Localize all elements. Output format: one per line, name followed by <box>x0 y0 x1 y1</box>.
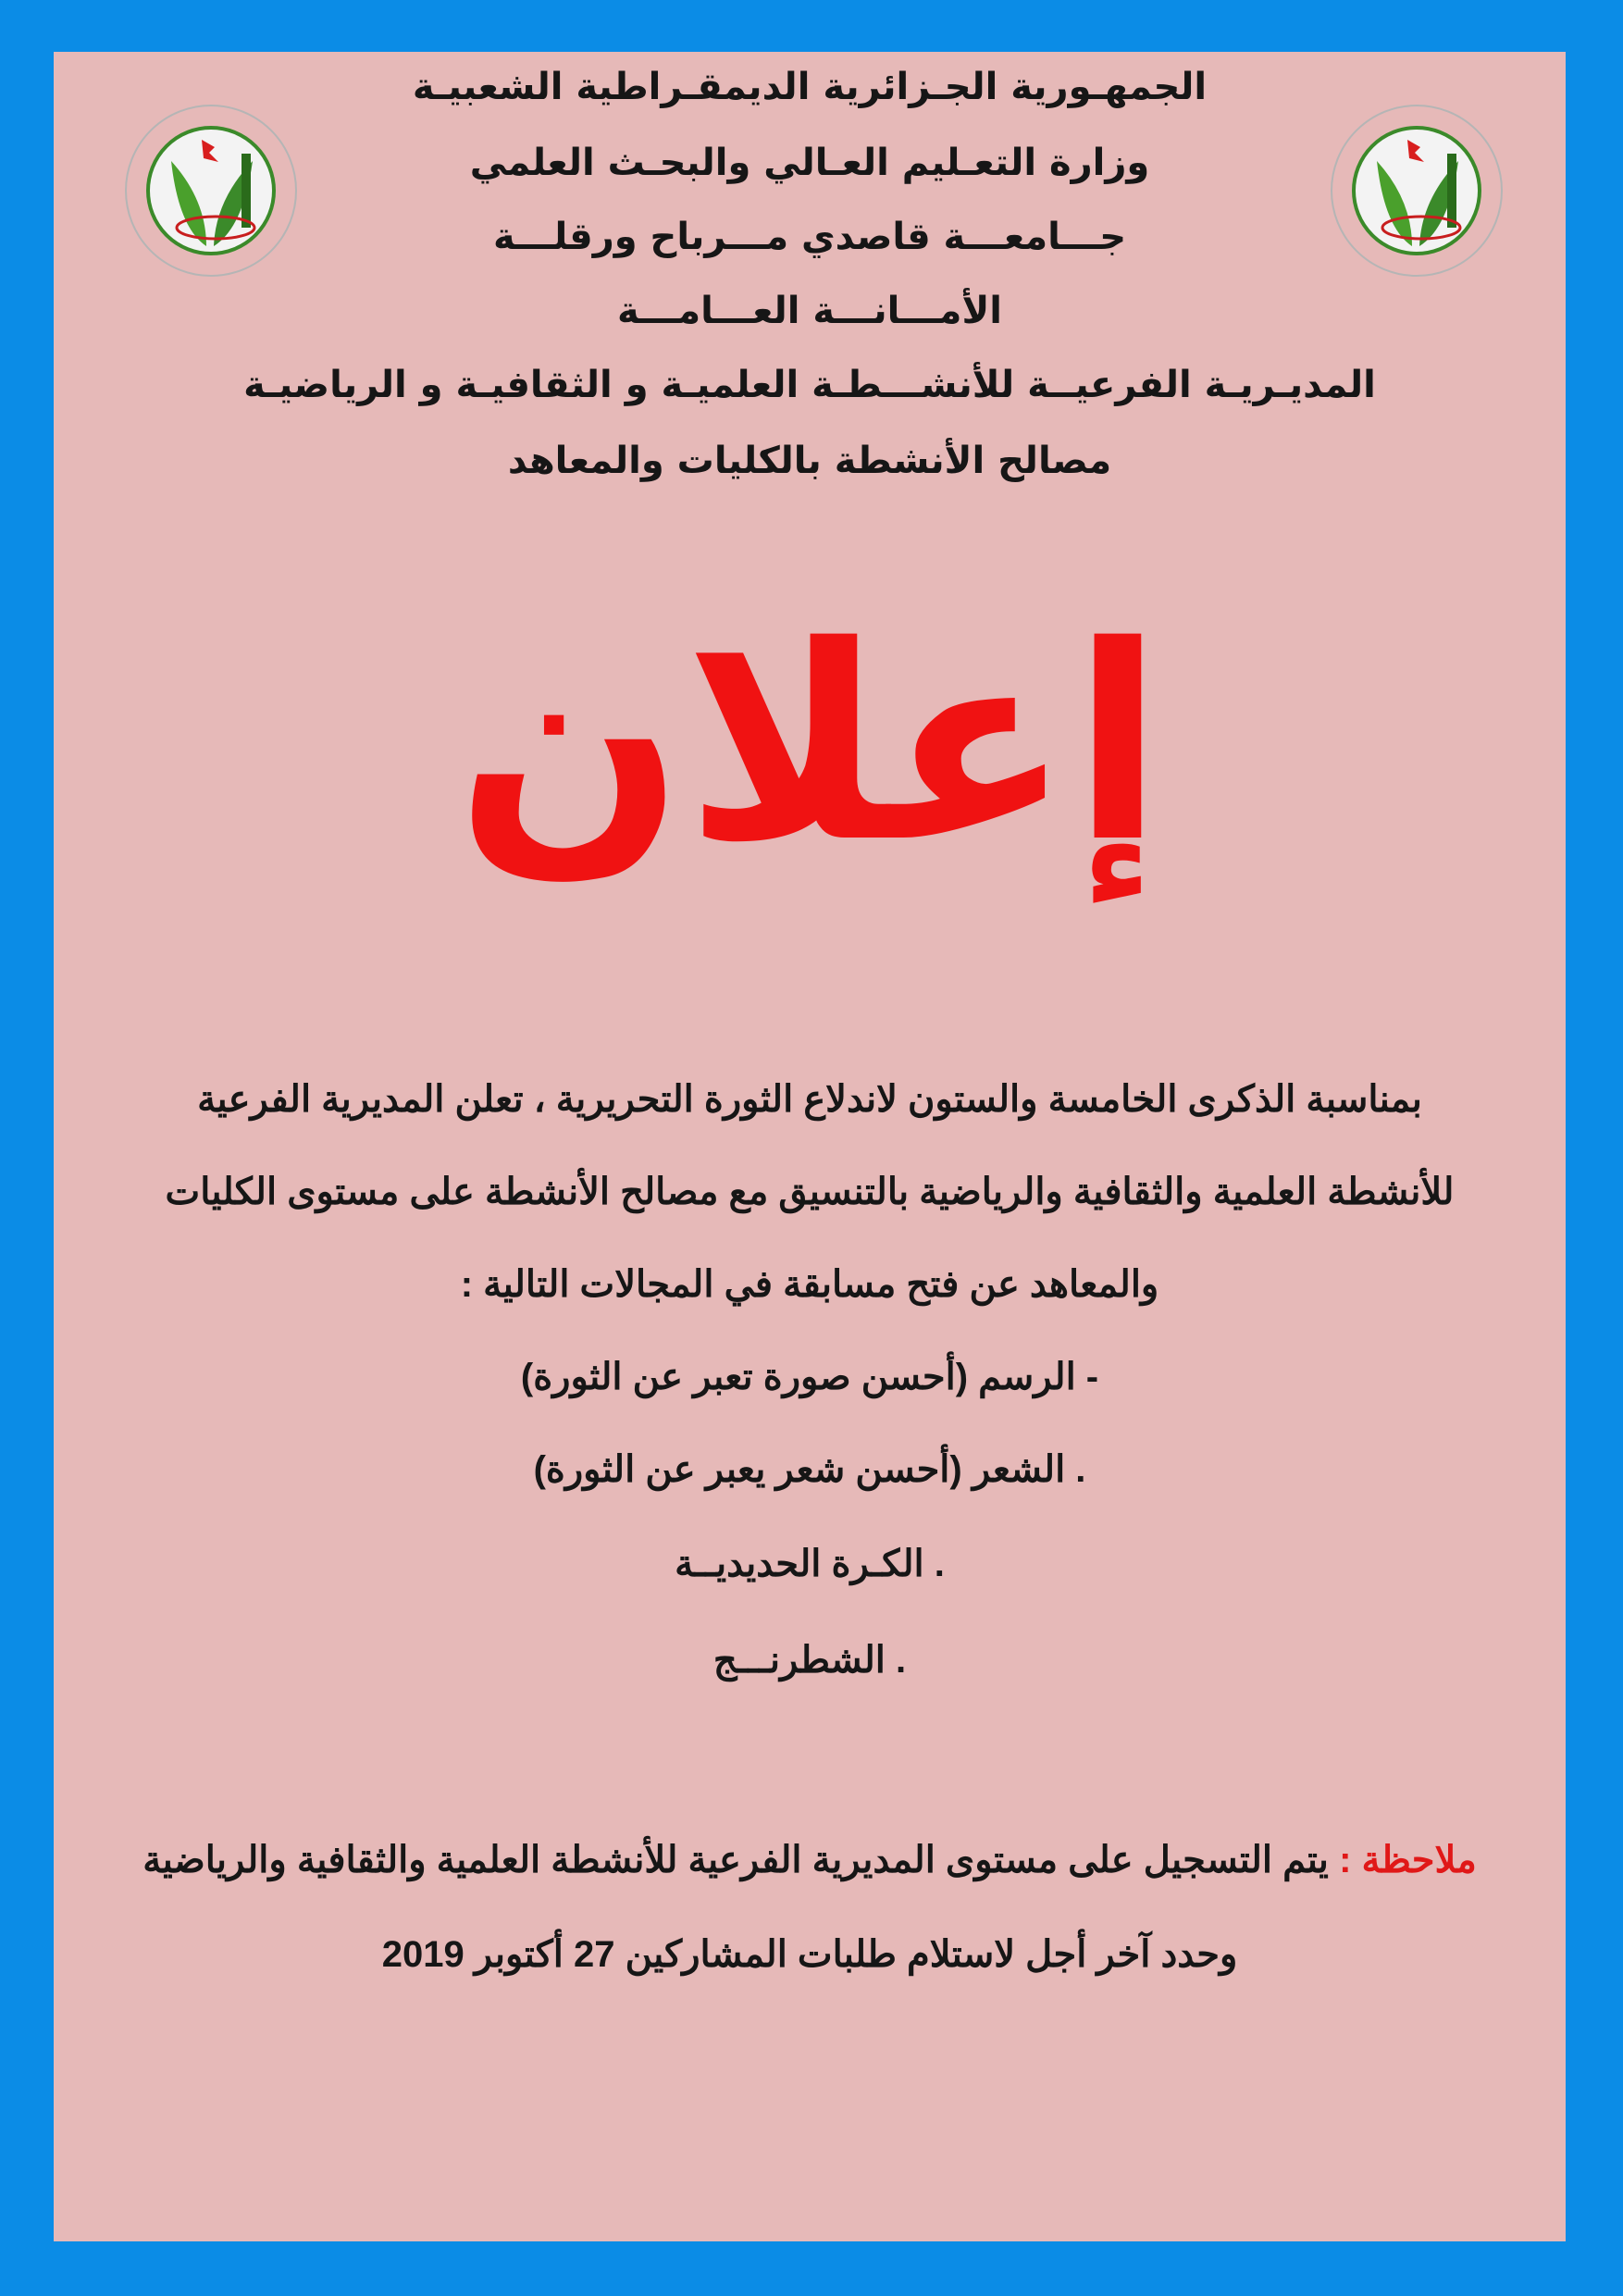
intro-line-1: بمناسبة الذكرى الخامسة والستون لاندلاع الثورة التحريرية ، تعلن المديرية الفرعية <box>197 1079 1422 1120</box>
note-text: يتم التسجيل على مستوى المديرية الفرعية للأنشطة العلمية والثقافية والرياضية <box>142 1840 1340 1880</box>
note-label: ملاحظة : <box>1339 1840 1477 1880</box>
header-services: مصالح الأنشطة بالكليات والمعاهد <box>507 440 1112 482</box>
header-secretariat: الأمـــانـــة العـــامـــة <box>617 290 1002 332</box>
list-item-drawing: - الرسم (أحسن صورة تعبر عن الثورة) <box>520 1357 1099 1397</box>
note-line <box>54 1832 1566 1888</box>
list-item-petanque: . الكـرة الحديديــة <box>675 1544 945 1584</box>
announcement-title: إعلان <box>455 590 1164 901</box>
header-ministry: وزارة التعـليم العـالي والبحـث العلمي <box>469 142 1150 184</box>
announcement-page <box>54 52 1566 2241</box>
note-deadline: وحدد آخر أجل لاستلام طلبات المشاركين 27 أكتوبر 2019 <box>381 1934 1238 1975</box>
list-item-poetry: . الشعر (أحسن شعر يعبر عن الثورة) <box>533 1449 1086 1490</box>
list-item-chess: . الشطرنـــج <box>712 1640 907 1681</box>
header-university: جـــامعـــة قاصدي مـــرباح ورقلـــة <box>492 216 1127 258</box>
header-directorate: المديـريـة الفرعيــة للأنشـــطـة العلميـة و الثقافيـة و الرياضيـة <box>243 364 1376 406</box>
header-republic: الجمهـورية الجـزائرية الديمقـراطية الشعبيـة <box>412 66 1208 108</box>
intro-line-2: للأنشطة العلمية والثقافية والرياضية بالتنسيق مع مصالح الأنشطة على مستوى الكليات <box>165 1172 1455 1212</box>
intro-line-3: والمعاهد عن فتح مسابقة في المجالات التالية : <box>460 1264 1159 1305</box>
